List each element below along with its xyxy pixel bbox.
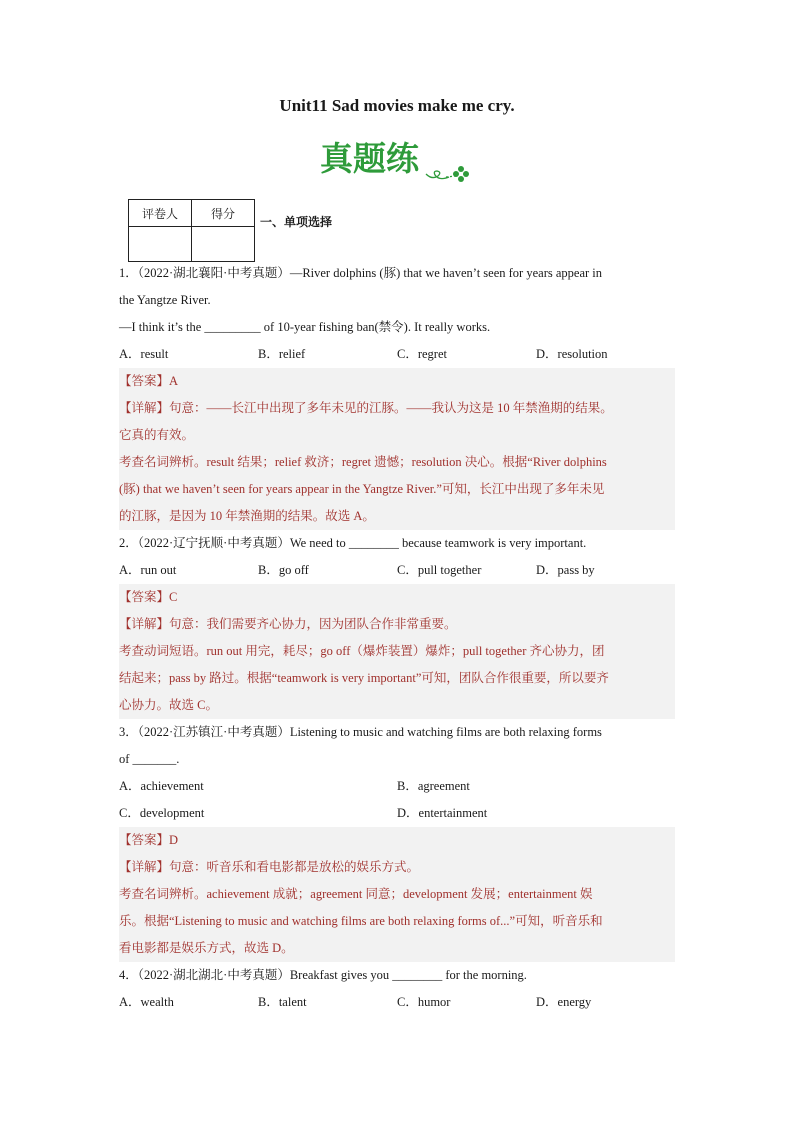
q4-option-c: C．humor bbox=[397, 995, 451, 1009]
q1-detail-5: 的江豚，是因为 10 年禁渔期的结果。故选 A。 bbox=[119, 509, 375, 523]
q1-detail-3: 考查名词辨析。result 结果；relief 救济；regret 遗憾；resolution 决心。根据“River dolphins bbox=[119, 455, 607, 469]
q4-options bbox=[119, 989, 675, 1016]
q1-answer: 【答案】A bbox=[119, 374, 179, 388]
q2-answer: 【答案】C bbox=[119, 590, 178, 604]
q2-detail-1: 【详解】句意：我们需要齐心协力，因为团队合作非常重要。 bbox=[119, 617, 457, 631]
q4-option-d: D．energy bbox=[536, 995, 592, 1009]
q1-option-a: A．result bbox=[119, 347, 169, 361]
q2-option-d: D．pass by bbox=[536, 563, 595, 577]
score-header: 得分 bbox=[192, 200, 255, 227]
q2-option-a: A．run out bbox=[119, 563, 177, 577]
q3-detail-4: 看电影都是娱乐方式，故选 D。 bbox=[119, 941, 294, 955]
section-heading: 一、单项选择 bbox=[260, 215, 333, 229]
score-cell bbox=[192, 227, 255, 262]
q3-answer-block bbox=[119, 827, 675, 962]
q2-options bbox=[119, 557, 675, 584]
q3-stem-line2: of _______. bbox=[119, 752, 180, 766]
q2-detail-3: 结起来；pass by 路过。根据“teamwork is very important”可知，团队合作很重要，所以要齐 bbox=[119, 671, 609, 685]
q2-detail-2: 考查动词短语。run out 用完，耗尽；go off（爆炸装置）爆炸；pull together 齐心协力，团 bbox=[119, 644, 605, 658]
score-table bbox=[128, 199, 255, 262]
q1-answer-block bbox=[119, 368, 675, 530]
q3-detail-2: 考查名词辨析。achievement 成就；agreement 同意；development 发展；entertainment 娱 bbox=[119, 887, 593, 901]
q3-option-d: D．entertainment bbox=[397, 806, 488, 820]
q3-options-row1 bbox=[119, 773, 675, 800]
q1-option-b: B．relief bbox=[258, 347, 306, 361]
q2-answer-block bbox=[119, 584, 675, 719]
q3-answer: 【答案】D bbox=[119, 833, 179, 847]
logo bbox=[318, 136, 478, 191]
q1-detail-4: (豚) that we haven’t seen for years appear in the Yangtze River.”可知，长江中出现了多年未见 bbox=[119, 482, 605, 496]
grader-header: 评卷人 bbox=[129, 200, 192, 227]
q3-stem-line1: 3．（2022·江苏镇江·中考真题）Listening to music and watching films are both relaxing forms bbox=[119, 725, 602, 739]
q3-option-a: A．achievement bbox=[119, 779, 204, 793]
q4-option-a: A．wealth bbox=[119, 995, 174, 1009]
zhentilian-logo-icon bbox=[318, 136, 478, 186]
q2-stem: 2．（2022·辽宁抚顺·中考真题）We need to ________ because teamwork is very important. bbox=[119, 536, 587, 550]
q3-option-b: B．agreement bbox=[397, 779, 470, 793]
questions bbox=[119, 260, 675, 1016]
q1-option-d: D．resolution bbox=[536, 347, 608, 361]
q3-options-row2 bbox=[119, 800, 675, 827]
q1-stem-line1: 1．（2022·湖北襄阳·中考真题）—River dolphins (豚) that we haven’t seen for years appear in bbox=[119, 266, 602, 280]
q1-detail-1: 【详解】句意：——长江中出现了多年未见的江豚。——我认为这是 10 年禁渔期的结果。 bbox=[119, 401, 613, 415]
q4-option-b: B．talent bbox=[258, 995, 307, 1009]
q2-option-b: B．go off bbox=[258, 563, 309, 577]
q2-option-c: C．pull together bbox=[397, 563, 482, 577]
q1-options bbox=[119, 341, 675, 368]
q3-option-c: C．development bbox=[119, 806, 205, 820]
q2-detail-4: 心协力。故选 C。 bbox=[119, 698, 218, 712]
page-title: Unit11 Sad movies make me cry. bbox=[279, 96, 515, 115]
grader-cell bbox=[129, 227, 192, 262]
q1-stem-line2: the Yangtze River. bbox=[119, 293, 211, 307]
q1-detail-2: 它真的有效。 bbox=[119, 428, 195, 442]
q1-stem-line3: —I think it’s the _________ of 10-year fishing ban(禁令). It really works. bbox=[119, 320, 491, 334]
q3-detail-1: 【详解】句意：听音乐和看电影都是放松的娱乐方式。 bbox=[119, 860, 420, 874]
q4-stem: 4．（2022·湖北湖北·中考真题）Breakfast gives you ________ for the morning. bbox=[119, 968, 527, 982]
q1-option-c: C．regret bbox=[397, 347, 447, 361]
q3-detail-3: 乐。根据“Listening to music and watching films are both relaxing forms of...”可知，听音乐和 bbox=[119, 914, 603, 928]
svg-text:真题练: 真题练 bbox=[320, 139, 419, 178]
